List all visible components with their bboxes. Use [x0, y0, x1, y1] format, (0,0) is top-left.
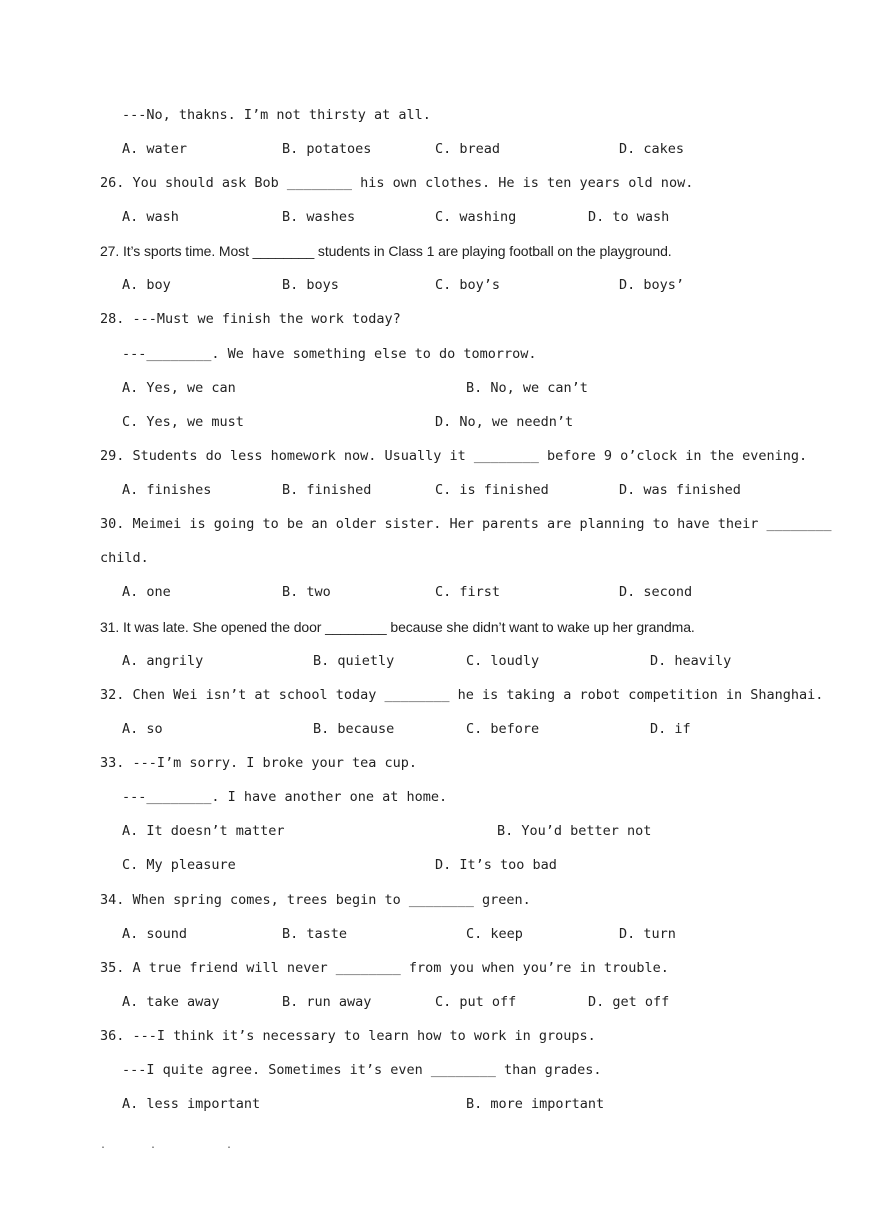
q34-option-d: D. turn — [619, 926, 676, 942]
q25-option-c: C. bread — [435, 141, 501, 157]
q35-stem: 35. A true friend will never ________ from you when you’re in trouble. — [100, 960, 669, 976]
q33-stem: 33. ---I’m sorry. I broke your tea cup. — [100, 755, 417, 771]
q30-option-a: A. one — [122, 584, 171, 600]
q28-stem: 28. ---Must we finish the work today? — [100, 311, 401, 327]
q33-option-c: C. My pleasure — [122, 857, 236, 873]
q36-option-b: B. more important — [466, 1096, 605, 1112]
q33-option-d: D. It’s too bad — [435, 857, 557, 873]
q36-response: ---I quite agree. Sometimes it’s even ________ than grades. — [122, 1062, 602, 1078]
q28-response: ---________. We have something else to do tomorrow. — [122, 346, 537, 362]
q29-stem: 29. Students do less homework now. Usually it ________ before 9 o’clock in the evening. — [100, 448, 808, 464]
q28-option-d: D. No, we needn’t — [435, 414, 574, 430]
q31-option-a: A. angrily — [122, 653, 204, 669]
q29-option-b: B. finished — [282, 482, 372, 498]
q32-option-c: C. before — [466, 721, 540, 737]
q27-option-c: C. boy’s — [435, 277, 501, 293]
q27-option-b: B. boys — [282, 277, 339, 293]
q30-option-c: C. first — [435, 584, 501, 600]
q25-option-d: D. cakes — [619, 141, 685, 157]
q34-option-b: B. taste — [282, 926, 348, 942]
q35-option-c: C. put off — [435, 994, 517, 1010]
q31-stem: 31. It was late. She opened the door ________ because she didn’t want to wake up her grandma. — [100, 619, 695, 635]
q25-option-a: A. water — [122, 141, 188, 157]
q33-option-a: A. It doesn’t matter — [122, 823, 285, 839]
q28-option-c: C. Yes, we must — [122, 414, 244, 430]
q34-option-c: C. keep — [466, 926, 523, 942]
q27-option-a: A. boy — [122, 277, 171, 293]
q36-stem: 36. ---I think it’s necessary to learn how to work in groups. — [100, 1028, 596, 1044]
q30-stem-continued: child. — [100, 550, 149, 566]
q34-option-a: A. sound — [122, 926, 188, 942]
q32-option-d: D. if — [650, 721, 691, 737]
q25-response: ---No, thakns. I’m not thirsty at all. — [122, 107, 431, 123]
q26-option-c: C. washing — [435, 209, 517, 225]
footer-marks: . . . — [100, 1140, 233, 1151]
q31-option-b: B. quietly — [313, 653, 395, 669]
q27-stem: 27. It’s sports time. Most ________ students in Class 1 are playing football on the playground. — [100, 243, 672, 259]
q33-response: ---________. I have another one at home. — [122, 789, 448, 805]
q34-stem: 34. When spring comes, trees begin to ________ green. — [100, 892, 531, 908]
q25-option-b: B. potatoes — [282, 141, 372, 157]
q31-option-c: C. loudly — [466, 653, 540, 669]
q35-option-b: B. run away — [282, 994, 372, 1010]
q35-option-d: D. get off — [588, 994, 670, 1010]
q31-option-d: D. heavily — [650, 653, 732, 669]
q29-option-a: A. finishes — [122, 482, 212, 498]
q35-option-a: A. take away — [122, 994, 220, 1010]
q26-stem: 26. You should ask Bob ________ his own clothes. He is ten years old now. — [100, 175, 694, 191]
q27-option-d: D. boys’ — [619, 277, 685, 293]
q26-option-a: A. wash — [122, 209, 179, 225]
q26-option-d: D. to wash — [588, 209, 670, 225]
q28-option-b: B. No, we can’t — [466, 380, 588, 396]
q30-option-d: D. second — [619, 584, 693, 600]
q32-option-b: B. because — [313, 721, 395, 737]
q36-option-a: A. less important — [122, 1096, 261, 1112]
q33-option-b: B. You’d better not — [497, 823, 652, 839]
q30-stem: 30. Meimei is going to be an older sister. Her parents are planning to have their ________ — [100, 516, 832, 532]
q26-option-b: B. washes — [282, 209, 356, 225]
q28-option-a: A. Yes, we can — [122, 380, 236, 396]
q32-option-a: A. so — [122, 721, 163, 737]
q29-option-c: C. is finished — [435, 482, 549, 498]
q30-option-b: B. two — [282, 584, 331, 600]
q32-stem: 32. Chen Wei isn’t at school today ________ he is taking a robot competition in Shanghai. — [100, 687, 824, 703]
q29-option-d: D. was finished — [619, 482, 741, 498]
